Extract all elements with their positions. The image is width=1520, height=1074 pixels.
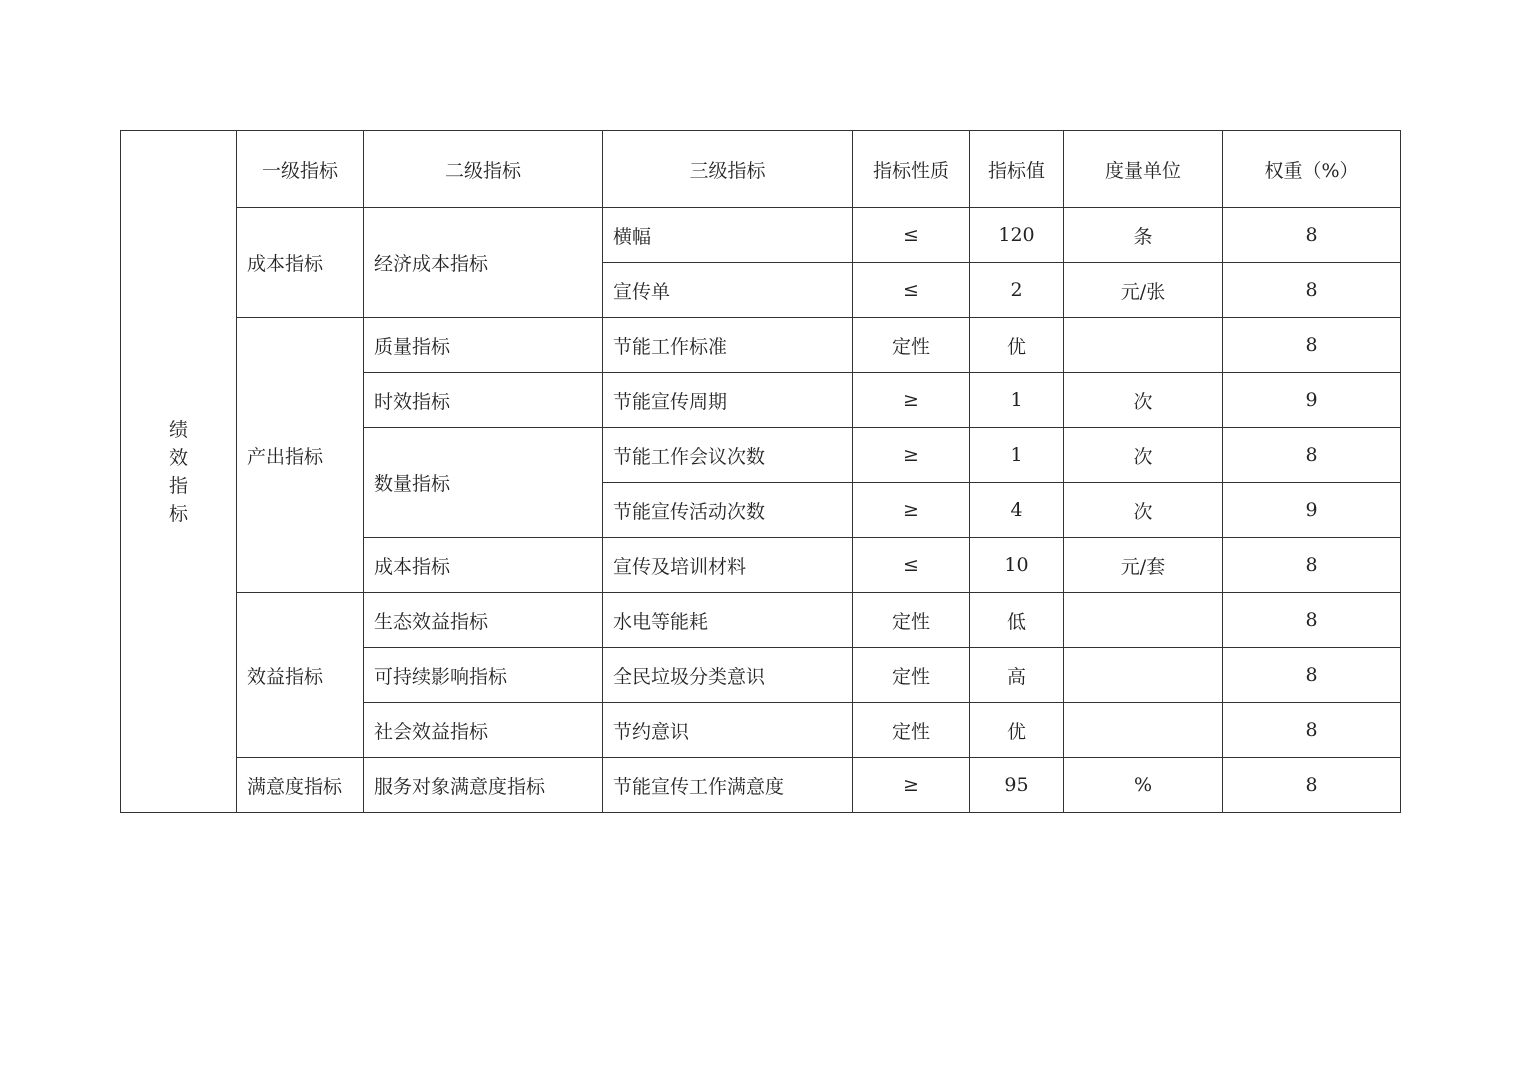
value-cell: 优 (970, 703, 1064, 758)
level3-cell: 全民垃圾分类意识 (603, 648, 853, 703)
unit-cell: 条 (1064, 208, 1223, 263)
unit-cell: % (1064, 758, 1223, 813)
level2-cell: 社会效益指标 (364, 703, 603, 758)
weight-cell: 8 (1223, 318, 1401, 373)
unit-cell: 元/张 (1064, 263, 1223, 318)
unit-cell (1064, 593, 1223, 648)
value-cell: 高 (970, 648, 1064, 703)
weight-cell: 8 (1223, 648, 1401, 703)
nature-cell: ≤ (853, 208, 970, 263)
nature-cell: ≥ (853, 758, 970, 813)
unit-cell (1064, 703, 1223, 758)
value-cell: 10 (970, 538, 1064, 593)
level3-cell: 节能工作标准 (603, 318, 853, 373)
nature-cell: ≤ (853, 538, 970, 593)
level2-cell: 成本指标 (364, 538, 603, 593)
weight-cell: 8 (1223, 208, 1401, 263)
header-value: 指标值 (970, 131, 1064, 208)
level2-cell: 时效指标 (364, 373, 603, 428)
weight-cell: 8 (1223, 263, 1401, 318)
level3-cell: 节能宣传活动次数 (603, 483, 853, 538)
header-level2: 二级指标 (364, 131, 603, 208)
unit-cell (1064, 318, 1223, 373)
level3-cell: 宣传单 (603, 263, 853, 318)
level3-cell: 宣传及培训材料 (603, 538, 853, 593)
level3-cell: 节能工作会议次数 (603, 428, 853, 483)
weight-cell: 8 (1223, 703, 1401, 758)
weight-cell: 8 (1223, 538, 1401, 593)
table-row (121, 208, 1401, 263)
level3-cell: 横幅 (603, 208, 853, 263)
value-cell: 2 (970, 263, 1064, 318)
weight-cell: 8 (1223, 428, 1401, 483)
unit-cell: 次 (1064, 373, 1223, 428)
nature-cell: ≥ (853, 428, 970, 483)
weight-cell: 8 (1223, 593, 1401, 648)
level2-cell: 服务对象满意度指标 (364, 758, 603, 813)
header-row (121, 131, 1401, 208)
level1-cell: 满意度指标 (237, 758, 364, 813)
unit-cell (1064, 648, 1223, 703)
level1-cell: 效益指标 (237, 593, 364, 758)
level3-cell: 节能宣传工作满意度 (603, 758, 853, 813)
header-level1: 一级指标 (237, 131, 364, 208)
level2-cell: 经济成本指标 (364, 208, 603, 318)
header-unit: 度量单位 (1064, 131, 1223, 208)
table-row (121, 593, 1401, 648)
value-cell: 120 (970, 208, 1064, 263)
nature-cell: 定性 (853, 318, 970, 373)
side-label: 绩效指标 (169, 418, 189, 525)
level3-cell: 水电等能耗 (603, 593, 853, 648)
side-label-cell (121, 131, 237, 813)
level2-cell: 数量指标 (364, 428, 603, 538)
header-nature: 指标性质 (853, 131, 970, 208)
unit-cell: 次 (1064, 483, 1223, 538)
level1-cell: 成本指标 (237, 208, 364, 318)
unit-cell: 次 (1064, 428, 1223, 483)
level3-cell: 节约意识 (603, 703, 853, 758)
unit-cell: 元/套 (1064, 538, 1223, 593)
level2-cell: 质量指标 (364, 318, 603, 373)
value-cell: 95 (970, 758, 1064, 813)
table-row (121, 318, 1401, 373)
value-cell: 1 (970, 428, 1064, 483)
value-cell: 优 (970, 318, 1064, 373)
performance-indicator-table (120, 130, 1401, 813)
value-cell: 低 (970, 593, 1064, 648)
level2-cell: 生态效益指标 (364, 593, 603, 648)
nature-cell: 定性 (853, 648, 970, 703)
value-cell: 4 (970, 483, 1064, 538)
weight-cell: 8 (1223, 758, 1401, 813)
level3-cell: 节能宣传周期 (603, 373, 853, 428)
level2-cell: 可持续影响指标 (364, 648, 603, 703)
table-row (121, 758, 1401, 813)
nature-cell: ≥ (853, 483, 970, 538)
weight-cell: 9 (1223, 373, 1401, 428)
header-level3: 三级指标 (603, 131, 853, 208)
nature-cell: 定性 (853, 593, 970, 648)
level1-cell: 产出指标 (237, 318, 364, 593)
value-cell: 1 (970, 373, 1064, 428)
nature-cell: ≥ (853, 373, 970, 428)
nature-cell: ≤ (853, 263, 970, 318)
header-weight: 权重（%） (1223, 131, 1401, 208)
weight-cell: 9 (1223, 483, 1401, 538)
nature-cell: 定性 (853, 703, 970, 758)
